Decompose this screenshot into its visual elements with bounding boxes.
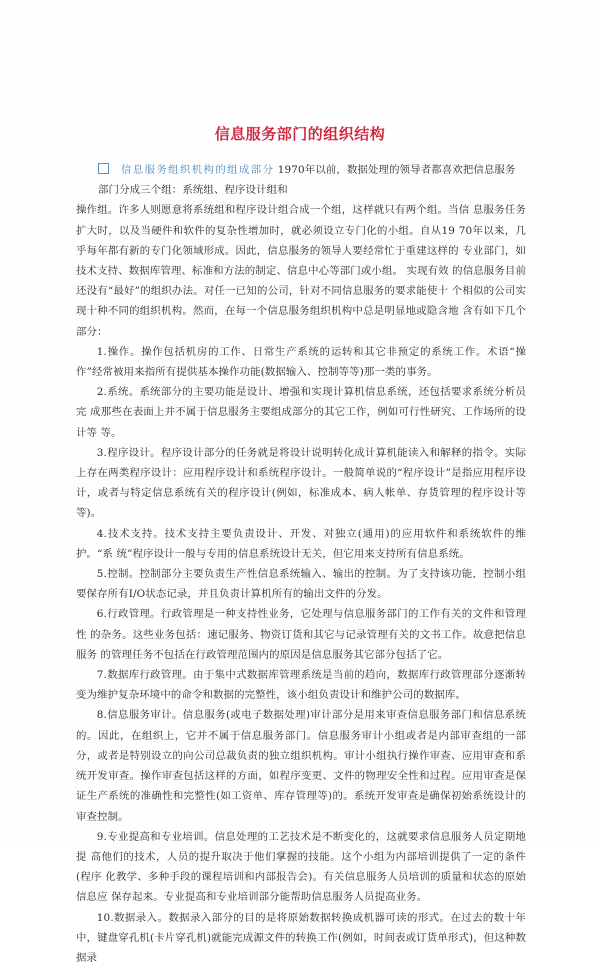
list-item-audit: 8.信息服务审计。信息服务(或电子数据处理)审计部分是用来审查信息服务部门和信息系统的。因此，在组织上，它并不属于信息服务部门。信息服务审计小组或者是内部审查组的一部分，或者是特别设立的向公司总裁负责的独立组织机构。审计小组执行操作审查、应用审查和系统开发审查。操作审查包括这样的方面，如程序变更、文件的物理安全性和过程。应用审查是保证生产系统的准确性和完整性(如工资单、库存管理等)的。系统开发审查是确保初始系统设计的审查控制。 [76, 709, 526, 823]
checkbox-icon [98, 163, 109, 174]
page-title: 信息服务部门的组织结构 [214, 125, 386, 143]
list-item-system: 2.系统。系统部分的主要功能是设计、增强和实现计算机信息系统，还包括要求系统分析员完 成那些在表面上并不属于信息服务主要组成部分的其它工作，例如可行性研究、工作场所的设计等 等。 [76, 386, 526, 439]
list-item-data-entry: 10.数据录入。数据录入部分的目的是将原始数据转换成机器可读的形式。在过去的数十年中，键盘穿孔机(卡片穿孔机)就能完成源文件的转换工作(例如，时间表或订货单形式)，但这种数据录 [76, 911, 526, 964]
intro-second-line: 部门分成三个组：系统组、程序设计组和 [98, 184, 288, 197]
list-item-training: 9.专业提高和专业培训。信息处理的工艺技术是不断变化的，这就要求信息服务人员定期地提 高他们的技术，人员的提升取决于他们掌握的技能。这个小组为内部培训提供了一定的条件(程序 化教学、多种手段的课程培训和内部报告会)。有关信息服务人员培训的质量和状态的原始信息应 保存起来。专业提高和专业培训部分能帮助信息服务人员提高业务。 [76, 830, 526, 904]
section-heading: 信息服务组织机构的组成部分 [121, 164, 275, 176]
document-body [76, 160, 526, 968]
list-item-control: 5.控制。控制部分主要负责生产性信息系统输入、输出的控制。为了支持该功能，控制小组要保存所有I/O状态记录，并且负责计算机所有的输出文件的分发。 [76, 568, 526, 601]
intro-body-paragraph: 操作组。许多人则愿意将系统组和程序设计组合成一个组，这样就只有两个组。当信 息服务任务扩大时，以及当硬件和软件的复杂性增加时，就必须设立专门化的小组。自从19 70年以来，几乎每年都有新的专门化领域形成。因此，信息服务的领导人要经常忙于重建这样的 专业部门，如技术支持、数据库管理、标准和方法的制定、信息中心等部门或小组。 实现有效 的信息服务目前还没有“最好”的组织办法。对任一已知的公司，针对不同信息服务的要求能使十 个相似的公司实现十种不同的组织机构。然而，在每一个信息服务组织机构中总是明显地或隐含地 含有如下几个部分： [76, 204, 526, 338]
list-item-tech-support: 4.技术支持。技术支持主要负责设计、开发、对独立(通用)的应用软件和系统软件的维护。“系 统”程序设计一般与专用的信息系统设计无关，但它用来支持所有信息系统。 [76, 527, 526, 560]
intro-text-first-line: 1970年以前，数据处理的领导者都喜欢把信息服务 [274, 164, 516, 176]
list-item-administration: 6.行政管理。行政管理是一种支持性业务，它处理与信息服务部门的工作有关的文件和管理性 的杂务。这些业务包括：速记服务、物资订货和其它与记录管理有关的文书工作。故意把信息服务 的管理任务不包括在行政管理范围内的原因是信息服务其它部分包括了它。 [76, 608, 526, 661]
list-item-programming: 3.程序设计。程序设计部分的任务就是将设计说明转化成计算机能读入和解释的指令。实际上存在两类程序设计：应用程序设计和系统程序设计。一般简单说的“程序设计”是指应用程序设计，或者与特定信息系统有关的程序设计(例如，标准成本、病人帐单、存货管理的程序设计等等)。 [76, 446, 526, 520]
list-item-database-admin: 7.数据库行政管理。由于集中式数据库管理系统是当前的趋向，数据库行政管理部分逐渐转变为维护复杂环境中的命令和数据的完整性，该小组负责设计和维护公司的数据库。 [76, 669, 526, 702]
intro-paragraph [76, 160, 526, 180]
list-item-operation: 1.操作。操作包括机房的工作、日常生产系统的运转和其它非预定的系统工作。术语“操作”经常被用来指所有提供基本操作功能(数据输入、控制等等)那一类的事务。 [76, 345, 526, 379]
